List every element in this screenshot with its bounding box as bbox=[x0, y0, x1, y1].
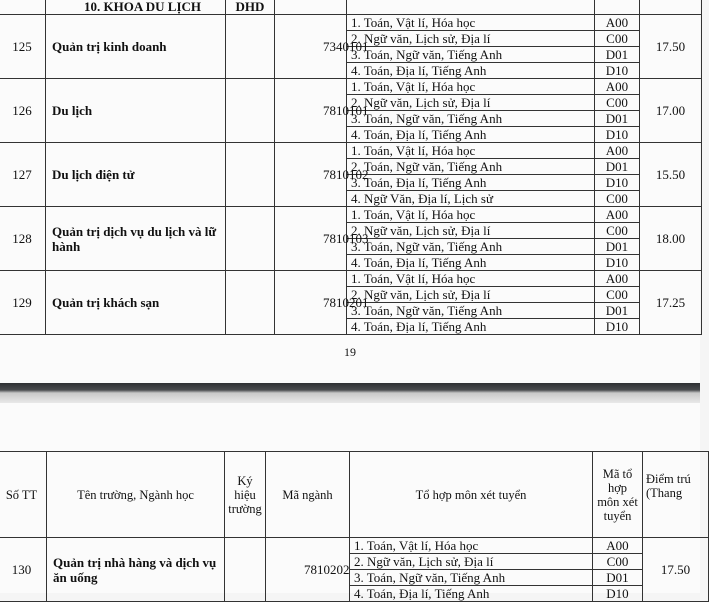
subject-combination: 1. Toán, Vật lí, Hóa học bbox=[347, 207, 595, 223]
program-name: Quản trị dịch vụ du lịch và lữ hành bbox=[46, 207, 226, 271]
header-combo: Tổ hợp môn xét tuyển bbox=[350, 452, 593, 538]
combination-code: C00 bbox=[595, 191, 640, 207]
combination-code: A00 bbox=[595, 15, 640, 31]
benchmark-score: 17.25 bbox=[640, 271, 702, 335]
program-number: 125 bbox=[0, 15, 46, 79]
header-combo-code: Mã tổ hợp môn xét tuyển bbox=[593, 452, 643, 538]
subject-combination: 3. Toán, Địa lí, Tiếng Anh bbox=[347, 175, 595, 191]
program-name: Du lịch điện tử bbox=[46, 143, 226, 207]
program-name: Quản trị nhà hàng và dịch vụ ăn uống bbox=[47, 538, 225, 602]
program-name: Quản trị khách sạn bbox=[46, 271, 226, 335]
table-row bbox=[0, 271, 702, 287]
subject-combination: 3. Toán, Ngữ văn, Tiếng Anh bbox=[350, 570, 593, 586]
subject-combination: 4. Ngữ Văn, Địa lí, Lịch sử bbox=[347, 191, 595, 207]
school-code-cell bbox=[225, 538, 266, 602]
school-code-cell bbox=[226, 15, 275, 79]
program-number: 126 bbox=[0, 79, 46, 143]
subject-combination: 4. Toán, Địa lí, Tiếng Anh bbox=[350, 586, 593, 602]
program-code: 7340101 bbox=[275, 15, 347, 79]
program-number: 128 bbox=[0, 207, 46, 271]
subject-combination: 4. Toán, Địa lí, Tiếng Anh bbox=[347, 319, 595, 335]
program-code: 7810202 bbox=[266, 538, 350, 602]
combination-code: D10 bbox=[595, 127, 640, 143]
subject-combination: 3. Toán, Ngữ văn, Tiếng Anh bbox=[347, 47, 595, 63]
combination-code: D10 bbox=[593, 586, 643, 602]
header-school-code: Ký hiệu trường bbox=[225, 452, 266, 538]
combination-code: C00 bbox=[595, 287, 640, 303]
subject-combination: 1. Toán, Vật lí, Hóa học bbox=[347, 15, 595, 31]
header-score: Điểm trú bbox=[646, 472, 691, 486]
combination-code: C00 bbox=[593, 554, 643, 570]
subject-combination: 2. Ngữ văn, Lịch sử, Địa lí bbox=[347, 95, 595, 111]
table-row bbox=[0, 15, 702, 31]
subject-combination: 3. Toán, Ngữ văn, Tiếng Anh bbox=[347, 239, 595, 255]
page-separator bbox=[0, 383, 700, 403]
combination-code: A00 bbox=[595, 79, 640, 95]
admission-table-bottom bbox=[0, 451, 709, 602]
combination-code: D10 bbox=[595, 319, 640, 335]
benchmark-score: 17.50 bbox=[640, 15, 702, 79]
subject-combination: 4. Toán, Địa lí, Tiếng Anh bbox=[347, 255, 595, 271]
program-number: 127 bbox=[0, 143, 46, 207]
page-number: 19 bbox=[344, 345, 356, 359]
program-name: Du lịch bbox=[46, 79, 226, 143]
program-number: 129 bbox=[0, 271, 46, 335]
combination-code: A00 bbox=[595, 271, 640, 287]
combination-code: D01 bbox=[595, 111, 640, 127]
program-code: 7810102 bbox=[275, 143, 347, 207]
subject-combination: 2. Ngữ văn, Lịch sử, Địa lí bbox=[350, 554, 593, 570]
subject-combination: 2. Ngữ văn, Lịch sử, Địa lí bbox=[347, 287, 595, 303]
school-code-cell bbox=[226, 79, 275, 143]
combination-code: D01 bbox=[593, 570, 643, 586]
program-name: Quản trị kinh doanh bbox=[46, 15, 226, 79]
subject-combination: 3. Toán, Ngữ văn, Tiếng Anh bbox=[347, 111, 595, 127]
combination-code: D01 bbox=[595, 159, 640, 175]
subject-combination: 1. Toán, Vật lí, Hóa học bbox=[350, 538, 593, 554]
school-code-cell bbox=[226, 207, 275, 271]
subject-combination: 2. Ngữ văn, Lịch sử, Địa lí bbox=[347, 31, 595, 47]
program-number: 130 bbox=[0, 538, 47, 602]
subject-combination: 2. Ngữ văn, Lịch sử, Địa lí bbox=[347, 223, 595, 239]
table-row bbox=[0, 79, 702, 95]
program-code: 7810101 bbox=[275, 79, 347, 143]
combination-code: D01 bbox=[595, 303, 640, 319]
subject-combination: 1. Toán, Vật lí, Hóa học bbox=[347, 271, 595, 287]
combination-code: C00 bbox=[595, 95, 640, 111]
table-row bbox=[0, 538, 709, 554]
benchmark-score: 18.00 bbox=[640, 207, 702, 271]
table-header-row bbox=[0, 452, 709, 538]
subject-combination: 4. Toán, Địa lí, Tiếng Anh bbox=[347, 63, 595, 79]
subject-combination: 2. Toán, Ngữ văn, Tiếng Anh bbox=[347, 159, 595, 175]
benchmark-score: 17.00 bbox=[640, 79, 702, 143]
page-20 bbox=[0, 403, 700, 601]
combination-code: D01 bbox=[595, 239, 640, 255]
subject-combination: 1. Toán, Vật lí, Hóa học bbox=[347, 143, 595, 159]
school-code-cell bbox=[226, 271, 275, 335]
combination-code: A00 bbox=[595, 207, 640, 223]
combination-code: C00 bbox=[595, 223, 640, 239]
header-major-code: Mã ngành bbox=[266, 452, 350, 538]
combination-code: D01 bbox=[595, 47, 640, 63]
school-code-cell bbox=[226, 143, 275, 207]
header-score-sub: (Thang bbox=[646, 486, 683, 500]
subject-combination: 1. Toán, Vật lí, Hóa học bbox=[347, 79, 595, 95]
combination-code: A00 bbox=[593, 538, 643, 554]
combination-code: C00 bbox=[595, 31, 640, 47]
header-school: Tên trường, Ngành học bbox=[47, 452, 225, 538]
program-code: 7810103 bbox=[275, 207, 347, 271]
combination-code: D10 bbox=[595, 63, 640, 79]
program-code: 7810201 bbox=[275, 271, 347, 335]
subject-combination: 4. Toán, Địa lí, Tiếng Anh bbox=[347, 127, 595, 143]
benchmark-score: 15.50 bbox=[640, 143, 702, 207]
faculty-title: 10. KHOA DU LỊCH bbox=[46, 0, 226, 15]
table-row bbox=[0, 143, 702, 159]
header-no: Số TT bbox=[0, 452, 47, 538]
benchmark-score: 17.50 bbox=[643, 538, 709, 602]
table-row bbox=[0, 207, 702, 223]
subject-combination: 3. Toán, Ngữ văn, Tiếng Anh bbox=[347, 303, 595, 319]
faculty-code: DHD bbox=[226, 0, 275, 15]
combination-code: A00 bbox=[595, 143, 640, 159]
combination-code: D10 bbox=[595, 175, 640, 191]
combination-code: D10 bbox=[595, 255, 640, 271]
